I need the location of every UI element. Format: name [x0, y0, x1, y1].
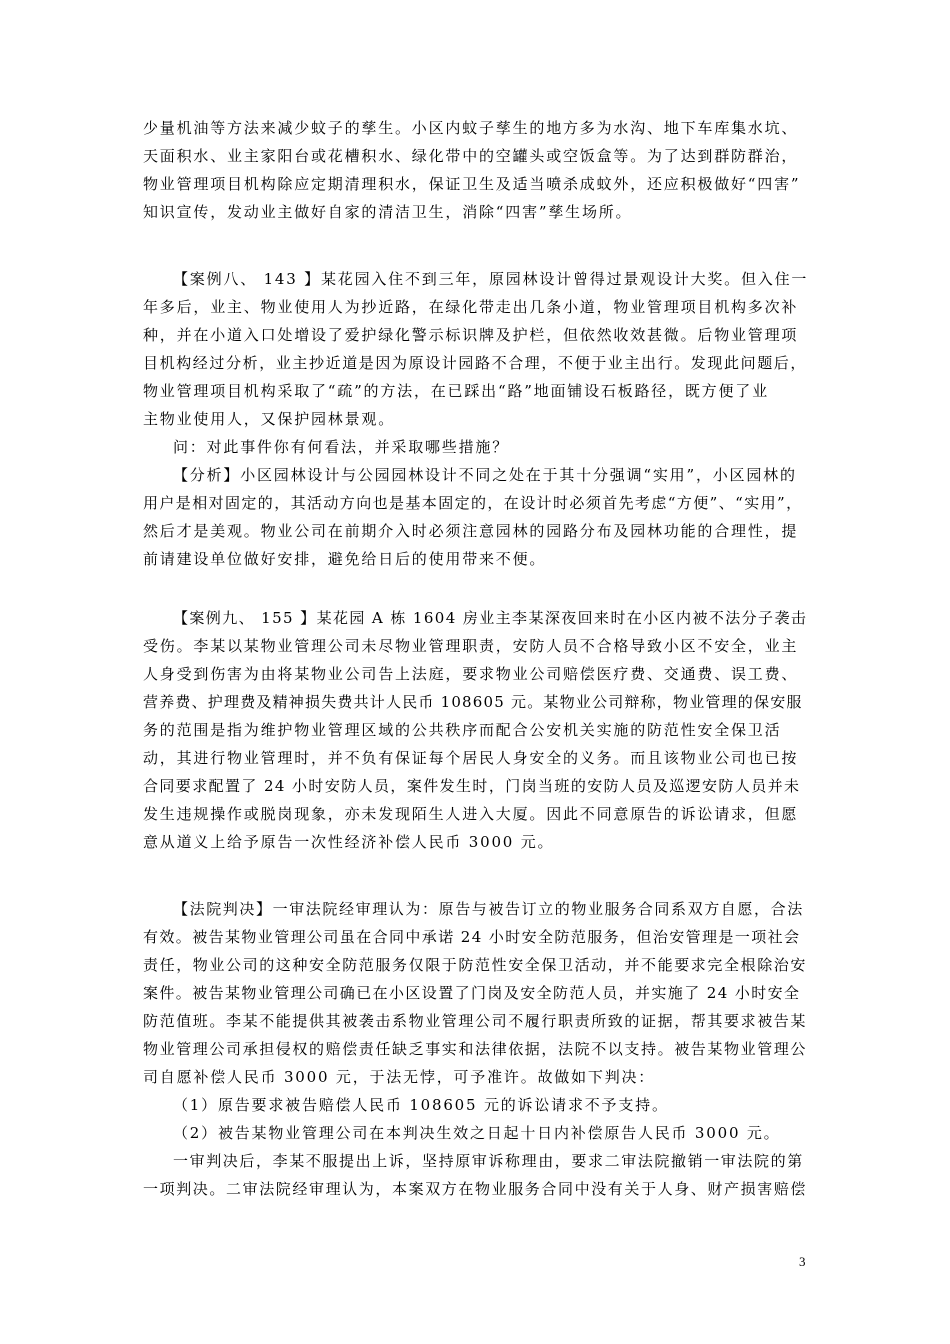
text-line: 务的范围是指为维护物业管理区域的公共秩序而配合公安机关实施的防范性安全保卫活 [143, 721, 782, 739]
text-line: 营养费、护理费及精神损失费共计人民币 108605 元。某物业公司辩称，物业管理的保安服 [143, 693, 803, 711]
text-line: 【案例九、 155 】某花园 A 栋 1604 房业主李某深夜回来时在小区内被不法分子袭击 [173, 609, 808, 627]
text-line: 前请建设单位做好安排，避免给日后的使用带来不便。 [143, 550, 547, 568]
text-line: 【分析】小区园林设计与公园园林设计不同之处在于其十分强调“实用”，小区园林的 [173, 466, 797, 484]
text-line: 物业管理项目机构除应定期清理积水，保证卫生及适当喷杀成蚊外，还应积极做好“四害” [143, 175, 801, 193]
text-line: 知识宣传，发动业主做好自家的清洁卫生，消除“四害”孳生场所。 [143, 203, 633, 221]
text-line: 防范值班。李某不能提供其被袭击系物业管理公司不履行职责所致的证据，帮其要求被告某 [143, 1012, 808, 1030]
judgment-item-two [143, 1119, 808, 1147]
text-line: 意从道义上给予原告一次性经济补偿人民币 3000 元。 [143, 833, 555, 851]
text-line: 问：对此事件你有何看法，并采取哪些措施？ [173, 438, 510, 456]
text-line: 动，其进行物业管理时，并不负有保证每个居民人身安全的义务。而且该物业公司也已按 [143, 749, 799, 767]
text-line: 物业管理项目机构采取了“疏”的方法，在已踩出“路”地面铺设石板路径，既方便了业 [143, 382, 769, 400]
paragraph-case-eight [143, 265, 808, 433]
paragraph-appeal [143, 1147, 808, 1203]
text-line: 【法院判决】一审法院经审理认为：原告与被告订立的物业服务合同系双方自愿，合法 [173, 900, 804, 918]
page-number: 3 [799, 1254, 806, 1269]
text-line: 人身受到伤害为由将某物业公司告上法庭，要求物业公司赔偿医疗费、交通费、误工费、 [143, 665, 799, 683]
text-line: 用户是相对固定的，其活动方向也是基本固定的，在设计时必须首先考虑“方便”、“实用”， [143, 494, 803, 512]
text-line: 一审判决后，李某不服提出上诉，坚持原审诉称理由，要求二审法院撤销一审法院的第 [173, 1152, 804, 1170]
text-line: 【案例八、 143 】某花园入住不到三年，原园林设计曾得过景观设计大奖。但入住一 [173, 270, 809, 288]
text-line: 天面积水、业主家阳台或花槽积水、绿化带中的空罐头或空饭盒等。为了达到群防群治， [143, 147, 799, 165]
text-line: 主物业使用人，又保护园林景观。 [143, 410, 396, 428]
text-line: 司自愿补偿人民币 3000 元，于法无悖，可予准许。故做如下判决： [143, 1068, 656, 1086]
text-line: 种，并在小道入口处增设了爱护绿化警示标识牌及护栏，但依然收效甚微。后物业管理项 [143, 326, 799, 344]
text-line: （2）被告某物业管理公司在本判决生效之日起十日内补偿原告人民币 3000 元。 [173, 1124, 781, 1142]
judgment-item-one [143, 1091, 808, 1119]
text-line: 年多后，业主、物业使用人为抄近路，在绿化带走出几条小道，物业管理项目机构多次补 [143, 298, 799, 316]
paragraph-analysis [143, 461, 808, 573]
text-line: 一项判决。二审法院经审理认为，本案双方在物业服务合同中没有关于人身、财产损害赔偿 [143, 1180, 808, 1198]
text-line: 少量机油等方法来减少蚊子的孳生。小区内蚊子孳生的地方多为水沟、地下车库集水坑、 [143, 119, 799, 137]
paragraph-question [143, 433, 808, 461]
text-line: 发生违规操作或脱岗现象，亦未发现陌生人进入大厦。因此不同意原告的诉讼请求，但愿 [143, 805, 799, 823]
paragraph-mosquito-control [143, 114, 808, 226]
text-line: 合同要求配置了 24 小时安防人员，案件发生时，门岗当班的安防人员及巡逻安防人员并未 [143, 777, 801, 795]
text-line: （1）原告要求被告赔偿人民币 108605 元的诉讼请求不予支持。 [173, 1096, 669, 1114]
text-line: 然后才是美观。物业公司在前期介入时必须注意园林的园路分布及园林功能的合理性，提 [143, 522, 799, 540]
text-line: 案件。被告某物业管理公司确已在小区设置了门岗及安全防范人员，并实施了 24 小时安全 [143, 984, 801, 1002]
text-line: 责任，物业公司的这种安全防范服务仅限于防范性安全保卫活动，并不能要求完全根除治安 [143, 956, 808, 974]
text-line: 有效。被告某物业管理公司虽在合同中承诺 24 小时安全防范服务，但治安管理是一项社会 [143, 928, 801, 946]
text-line: 目机构经过分析，业主抄近道是因为原设计园路不合理，不便于业主出行。发现此问题后， [143, 354, 808, 372]
paragraph-court-judgment [143, 895, 808, 1091]
text-line: 受伤。李某以某物业管理公司未尽物业管理职责，安防人员不合格导致小区不安全，业主 [143, 637, 799, 655]
paragraph-case-nine [143, 604, 808, 856]
text-line: 物业管理公司承担侵权的赔偿责任缺乏事实和法律依据，法院不以支持。被告某物业管理公 [143, 1040, 808, 1058]
